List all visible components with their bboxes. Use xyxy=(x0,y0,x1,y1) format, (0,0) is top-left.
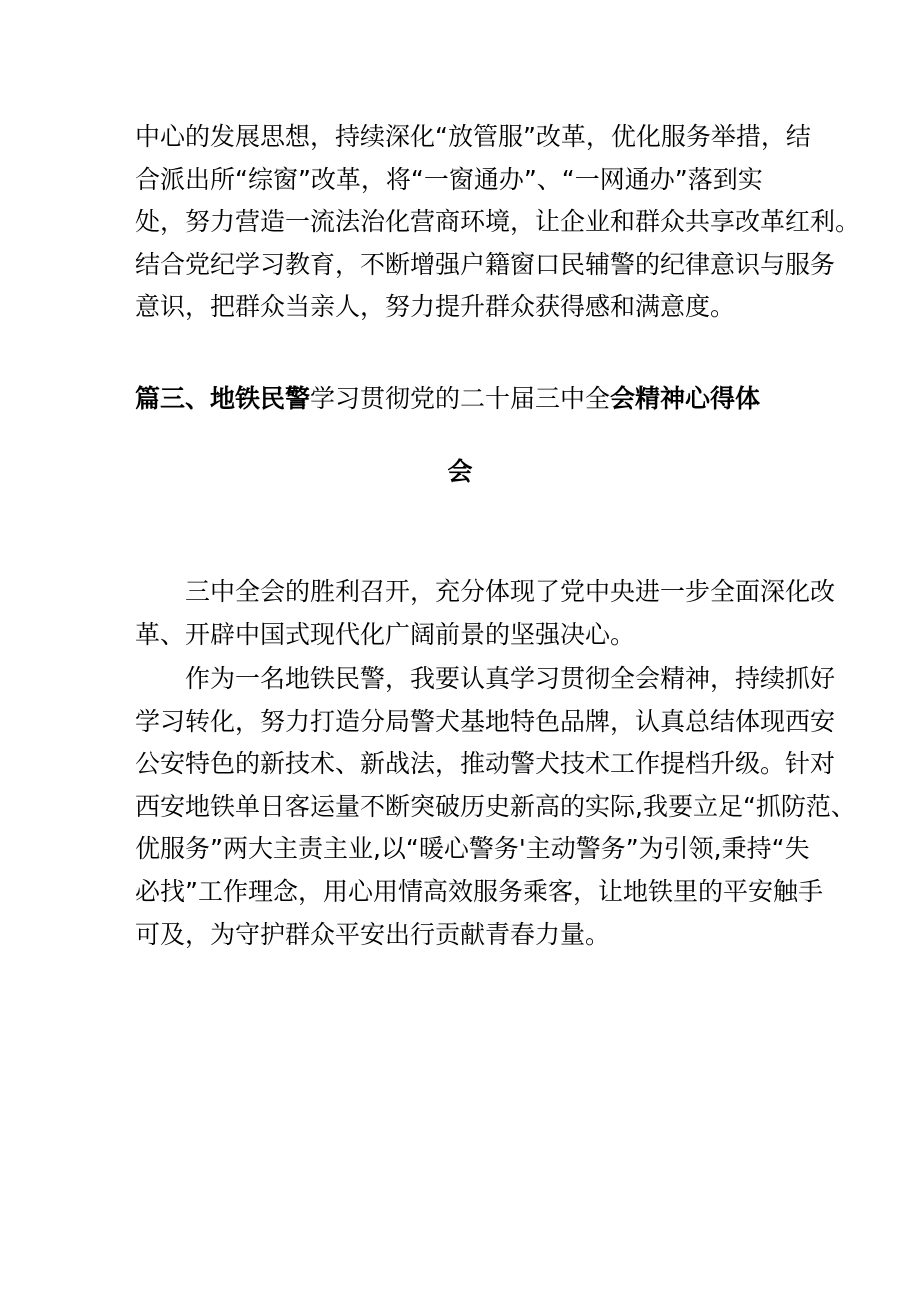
section-heading xyxy=(135,383,785,415)
text-line: 处，努力营造一流法治化营商环境，让企业和群众共享改革红利。 xyxy=(135,207,861,237)
text-line: 作为一名地铁民警，我要认真学习贯彻全会精神，持续抓好 xyxy=(185,664,836,693)
paragraph-2 xyxy=(135,658,856,956)
text-line: 必找”工作理念，用心用情高效服务乘客，让地铁里的平安触手 xyxy=(135,876,823,906)
heading-part-bold-2: 会精神心得体 xyxy=(610,384,761,413)
text-line: 革、开辟中国式现代化广阔前景的坚强决心。 xyxy=(135,619,636,649)
text-line: 结合党纪学习教育，不断增强户籍窗口民辅警的纪律意识与服务 xyxy=(135,249,836,279)
text-line: 合派出所“综窗”改革，将“一窗通办”、“一网通办”落到实 xyxy=(135,164,763,194)
text-line: 意识，把群众当亲人，努力提升群众获得感和满意度。 xyxy=(135,292,736,322)
text-line: 中心的发展思想，持续深化“放管服”改革，优化服务举措，结 xyxy=(135,122,811,151)
text-line: 学习转化，努力打造分局警犬基地特色品牌，认真总结体现西安 xyxy=(135,706,836,736)
section-heading-line2: 会 xyxy=(447,457,473,486)
text-line: 三中全会的胜利召开，充分体现了党中央进一步全面深化改 xyxy=(185,577,836,606)
heading-part-bold: 篇三、地铁民警 xyxy=(135,384,311,413)
intro-paragraph xyxy=(135,116,861,329)
text-line: 西安地铁单日客运量不断突破历史新高的实际,我要立足“抓防范、 xyxy=(135,791,856,821)
text-line: 可及，为守护群众平安出行贡献青春力量。 xyxy=(135,919,611,949)
heading-part-regular: 学习贯彻党的二十届三中全 xyxy=(310,384,611,413)
text-line: 公安特色的新技术、新战法，推动警犬技术工作提档升级。针对 xyxy=(135,749,836,779)
text-line: 优服务”两大主责主业,以“暖心警务'主动警务”为引领,秉持“失 xyxy=(135,834,810,864)
paragraph-1 xyxy=(135,571,836,656)
